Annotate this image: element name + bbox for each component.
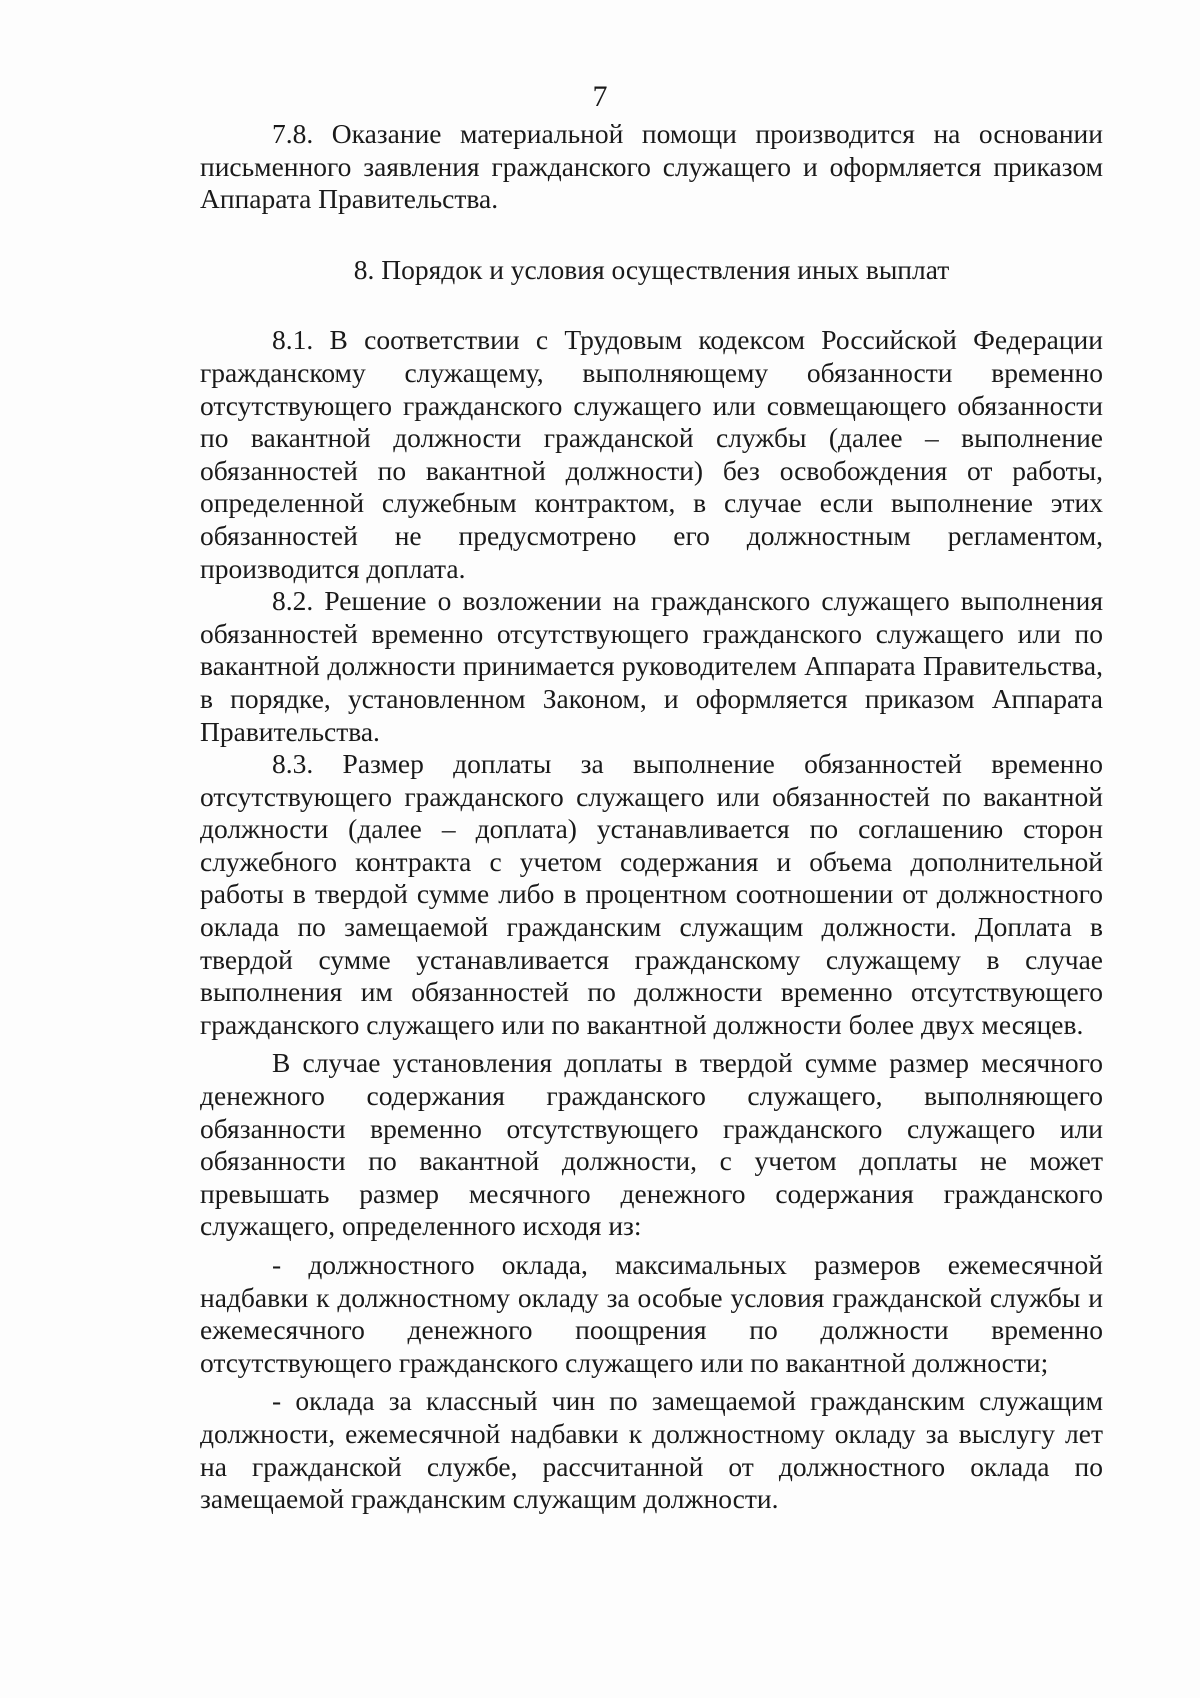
section-8-heading: 8. Порядок и условия осуществления иных выплат [353, 253, 950, 285]
paragraph-7-8: 7.8. Оказание материальной помощи производится на основании письменного заявления гражданского служащего и оформляется приказом Аппарата Правительства. [200, 118, 1103, 215]
paragraph-8-2: 8.2. Решение о возложении на гражданского служащего выполнения обязанностей временно отсутствующего гражданского служащего или по вакантной должности принимается руководителем Аппарата Правительства, в порядке, установленном Законом, и оформляется приказом Аппарата Правительства. [200, 585, 1103, 747]
paragraph-8-3: 8.3. Размер доплаты за выполнение обязанностей временно отсутствующего гражданского служащего или обязанностей по вакантной должности (далее – доплата) устанавливается по соглашению сторон служебного контракта с учетом содержания и объема дополнительной работы в твердой сумме либо в процентном соотношении от должностного оклада по замещаемой гражданским служащим должности. Доплата в твердой сумме устанавливается гражданскому служащему в случае выполнения им обязанностей по должности временно отсутствующего гражданского служащего или по вакантной должности более двух месяцев. [200, 748, 1103, 1040]
list-item-class-rank: - оклада за классный чин по замещаемой гражданским служащим должности, ежемесячной надбавки к должностному окладу за выслугу лет на гражданской службе, рассчитанной от должностного оклада по замещаемой гражданским служащим должности. [200, 1385, 1103, 1515]
paragraph-fixed-sum: В случае установления доплаты в твердой сумме размер месячного денежного содержания гражданского служащего, выполняющего обязанности временно отсутствующего гражданского служащего или обязанности по вакантной должности, с учетом доплаты не может превышать размер месячного денежного содержания гражданского служащего, определенного исходя из: [200, 1047, 1103, 1242]
list-item-salary: - должностного оклада, максимальных размеров ежемесячной надбавки к должностному окладу за особые условия гражданской службы и ежемесячного денежного поощрения по должности временно отсутствующего гражданского служащего или по вакантной должности; [200, 1249, 1103, 1378]
document-body [200, 118, 1103, 1516]
paragraph-8-1: 8.1. В соответствии с Трудовым кодексом Российской Федерации гражданскому служащему, выполняющему обязанности временно отсутствующего гражданского служащего или совмещающего обязанности по вакантной должности гражданской службы (далее – выполнение обязанностей по вакантной должности) без освобождения от работы, определенной служебным контрактом, в случае если выполнение этих обязанностей не предусмотрено его должностным регламентом, производится доплата. [200, 324, 1103, 584]
page-number: 7 [592, 80, 608, 113]
